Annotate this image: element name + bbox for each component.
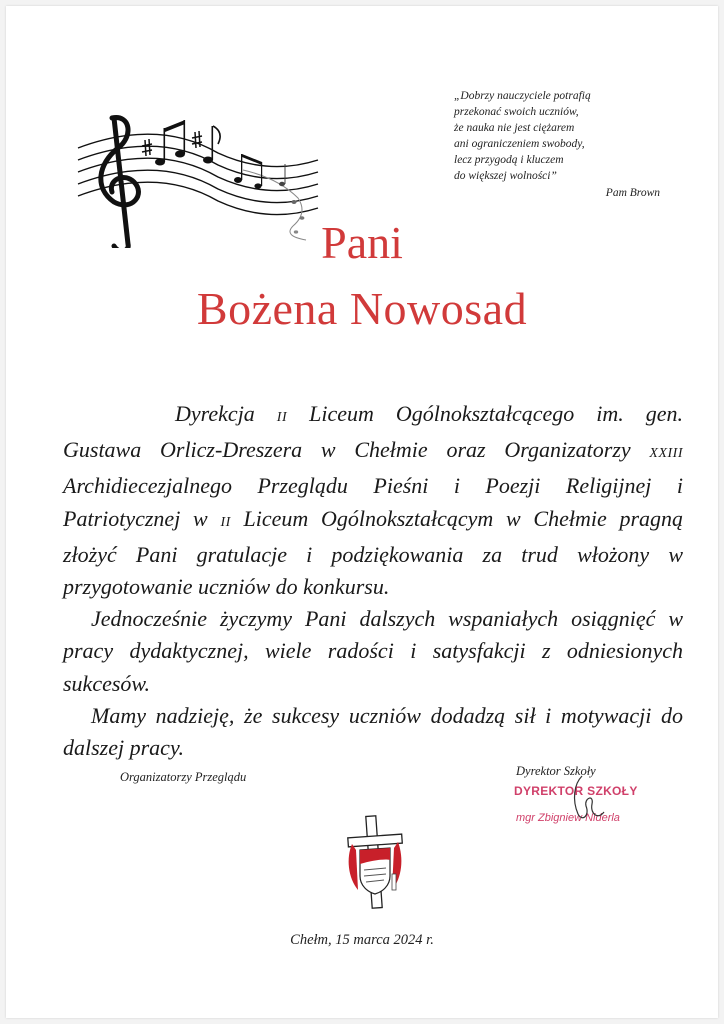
quote-line: do większej wolności” — [454, 170, 557, 182]
title-salutation: Pani — [321, 217, 403, 268]
paragraph-1-part: Liceum Ogólnokształcącym w Chełmie pragną złożyć Pani gratulacje i podziękowania za trud włożony w przygotowanie uczniów do konkursu. — [63, 505, 684, 600]
paragraph-3: Mamy nadzieję, że sukcesy uczniów dodadzą sił i motywacji do dalszej pracy. — [63, 702, 683, 761]
date-place: Chełm, 15 marca 2024 r. — [290, 932, 434, 948]
organizers-label: Organizatorzy Przeglądu — [120, 770, 247, 784]
recipient-name: Bożena Nowosad — [196, 283, 528, 334]
paragraph-2: Jednocześnie życzymy Pani dalszych wspaniałych osiągnięć w pracy dydaktycznej, wiele radości i satysfakcji z odniesionych sukcesów. — [63, 606, 683, 696]
stamp-name: mgr Zbigniew Niderla — [516, 812, 620, 824]
letter-body — [63, 398, 683, 764]
paragraph-1-part: Archidiecezjalnego Przeglądu Pieśni i Poezji Religijnej i Patriotycznej w — [63, 473, 683, 531]
director-label: Dyrektor Szkoły — [516, 764, 596, 778]
paragraph-1-part: Dyrekcja — [175, 401, 277, 426]
diploma-page — [6, 6, 718, 1018]
paragraph-1 — [63, 398, 683, 603]
quote-line: że nauka nie jest ciężarem — [454, 122, 575, 134]
quote-block — [454, 88, 664, 201]
paragraph-1-part: Liceum Ogólnokształcącego im. gen. Gustawa Orlicz-Dreszera w Chełmie oraz Organizatorzy — [63, 401, 683, 463]
stamp-title: DYREKTOR SZKOŁY — [514, 784, 638, 798]
roman-numeral: XXIII — [649, 446, 683, 462]
roman-numeral: II — [276, 410, 288, 425]
signature-icon — [534, 770, 614, 830]
roman-numeral: II — [220, 514, 231, 530]
quote-line: ani ograniczeniem swobody, — [454, 138, 585, 150]
quote-line: przekonać swoich uczniów, — [454, 106, 579, 118]
quote-line: lecz przygodą i kluczem — [454, 154, 564, 166]
quote-line: „Dobrzy nauczyciele potrafią — [454, 90, 591, 102]
quote-author: Pam Brown — [605, 187, 660, 199]
school-emblem-icon — [342, 814, 408, 910]
